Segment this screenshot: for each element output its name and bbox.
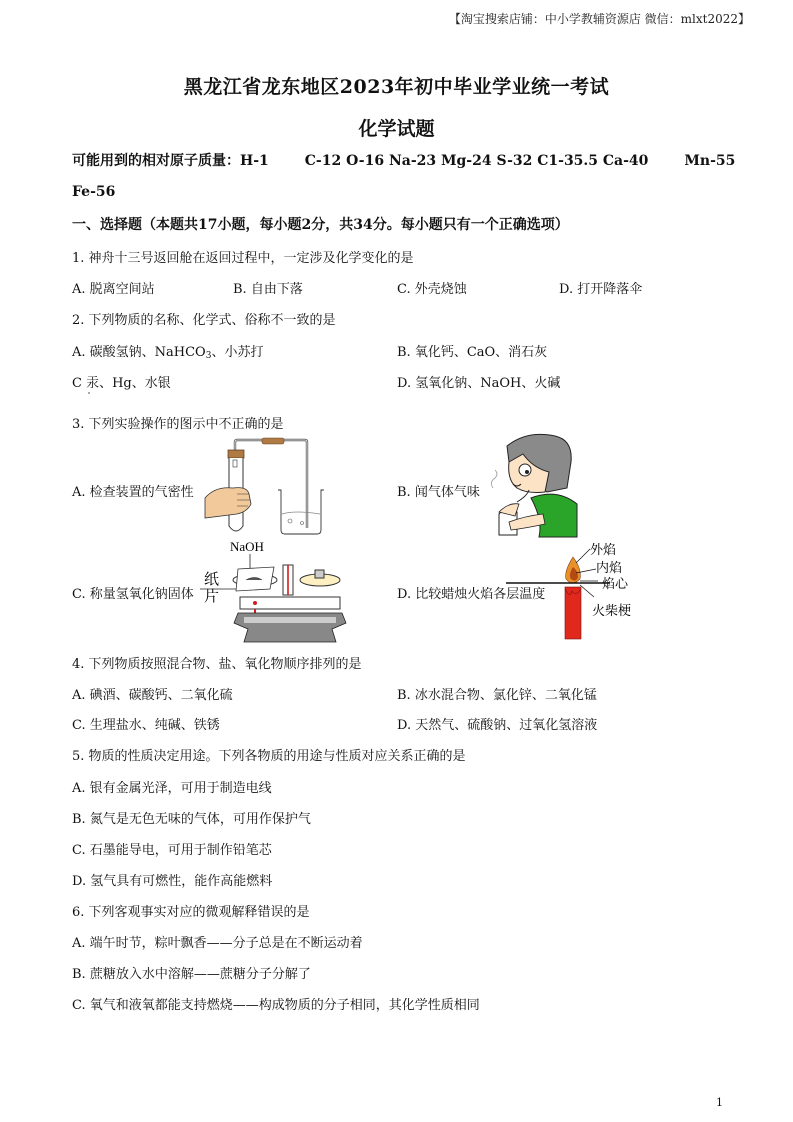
figure-airtightness-check [205,438,335,538]
q2-option-c: C 汞、Hg、水银 [72,376,171,391]
figure-candle-flame [558,541,648,641]
q2-option-b: B. 氧化钙、CaO、消石灰 [397,345,548,360]
q1-option-c: C. 外壳烧蚀 [397,282,467,297]
q5-option-b: B. 氮气是无色无味的气体，可用作保护气 [72,812,311,827]
q6-option-b: B. 蔗糖放入水中溶解——蔗糖分子分解了 [72,967,311,982]
atomic-mass-fe: Fe-56 [72,184,116,200]
exam-title: 黑龙江省龙东地区2023年初中毕业学业统一考试 [183,76,610,98]
question-3-stem: 3. 下列实验操作的图示中不正确的是 [72,417,284,432]
q2-option-d: D. 氢氧化钠、NaOH、火碱 [397,376,561,391]
label-outer-flame: 外焰 [590,543,617,558]
q3-option-c: C. 称量氢氧化钠固体 [72,587,194,602]
q3-option-a: A. 检查装置的气密性 [72,485,194,500]
q2-a-post: 、小苏打 [211,345,264,360]
label-naoh: NaOH [230,539,264,554]
atomic-mass-label: 可能用到的相对原子质量： [72,153,240,169]
question-4-stem: 4. 下列物质按照混合物、盐、氧化物顺序排列的是 [72,657,362,672]
atomic-mass-h: H-1 [240,153,269,169]
q4-option-d: D. 天然气、硫酸钠、过氧化氢溶液 [397,718,598,733]
atomic-mass-line [72,150,735,170]
stray-dot [88,392,90,394]
q3-option-d: D. 比较蜡烛火焰各层温度 [397,587,546,602]
question-1-stem: 1. 神舟十三号返回舱在返回过程中，一定涉及化学变化的是 [72,251,414,266]
exam-subtitle: 化学试题 [358,118,435,140]
page-number: 1 [716,1096,723,1109]
question-2-stem: 2. 下列物质的名称、化学式、俗称不一致的是 [72,313,336,328]
label-matchstick: 火柴梗 [592,604,632,619]
question-5-stem: 5. 物质的性质决定用途。下列各物质的用途与性质对应关系正确的是 [72,749,466,764]
label-paper-2: 片 [204,587,220,605]
q5-option-a: A. 银有金属光泽，可用于制造电线 [72,781,272,796]
label-inner-flame: 内焰 [596,561,623,576]
q4-option-a: A. 碘酒、碳酸钙、二氧化硫 [72,688,233,703]
watermark: 【淘宝搜索店铺：中小学教辅资源店 微信：mlxt2022】 [448,12,750,26]
q2-option-a [72,341,263,361]
figure-weighing-naoh [200,537,345,642]
q2-a-sub: 3 [205,351,212,361]
q1-option-b: B. 自由下落 [233,282,303,297]
q1-option-a: A. 脱离空间站 [72,282,155,297]
q5-option-c: C. 石墨能导电，可用于制作铅笔芯 [72,843,272,858]
q6-option-c: C. 氧气和液氧都能支持燃烧——构成物质的分子相同，其化学性质相同 [72,998,480,1013]
q4-option-b: B. 冰水混合物、氯化锌、二氧化锰 [397,688,597,703]
label-flame-core: 焰心 [602,577,629,592]
section-heading: 一、选择题（本题共17小题，每小题2分，共34分。每小题只有一个正确选项） [72,217,569,233]
q2-a-pre: A. 碳酸氢钠、NaHCO [72,345,206,360]
question-6-stem: 6. 下列客观事实对应的微观解释错误的是 [72,905,310,920]
atomic-mass-list: C-12 O-16 Na-23 Mg-24 S-32 C1-35.5 Ca-40 [304,153,649,169]
q5-option-d: D. 氢气具有可燃性，能作高能燃料 [72,874,273,889]
q1-option-d: D. 打开降落伞 [559,282,643,297]
q3-option-b: B. 闻气体气味 [397,485,480,500]
q6-option-a: A. 端午时节，粽叶飘香——分子总是在不断运动着 [72,936,363,951]
figure-smelling-gas [487,432,577,537]
atomic-mass-mn: Mn-55 [684,153,736,169]
q4-option-c: C. 生理盐水、纯碱、铁锈 [72,718,220,733]
label-paper-1: 纸 [204,570,220,588]
